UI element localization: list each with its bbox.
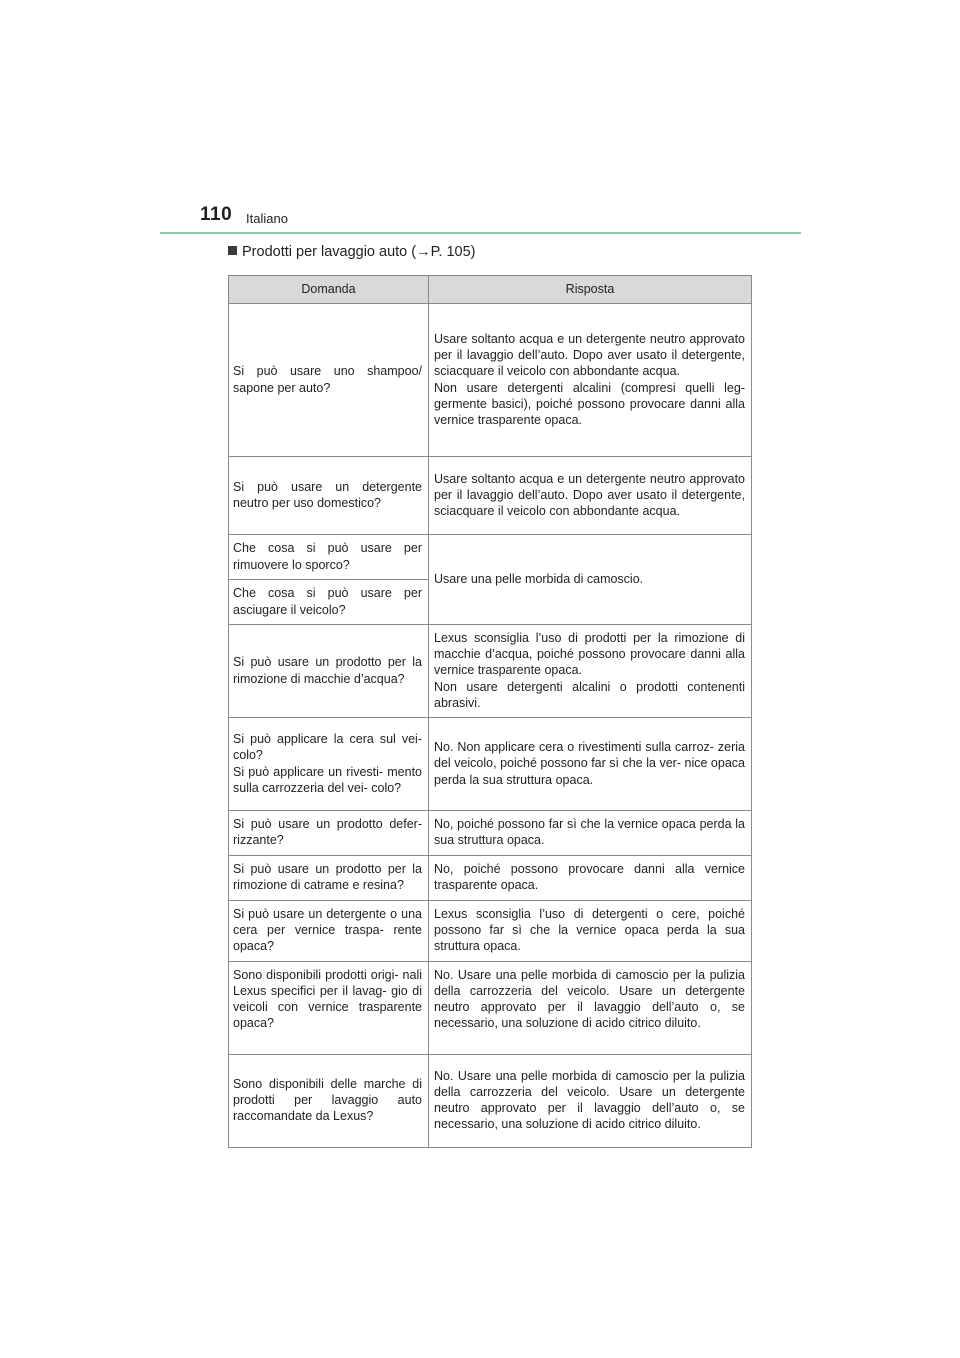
page-number: 110 <box>200 204 233 225</box>
question-cell: Si può usare un detergente neutro per uso domestico? <box>229 457 429 535</box>
section-page-ref[interactable]: P. 105) <box>430 244 476 260</box>
answer-cell: Usare una pelle morbida di camoscio. <box>429 535 752 625</box>
answer-cell: Usare soltanto acqua e un detergente neutro approvato per il lavaggio dell’auto. Dopo aver usato il detergente, sciacquare il veicolo con abbondante acqua. Non usare detergenti alcalini (compresi quelli leg- germente basici), poiché possono provocare danni alla vernice trasparente opaca. <box>429 304 752 457</box>
question-cell: Che cosa si può usare per rimuovere lo sporco? <box>229 535 429 580</box>
square-bullet-icon <box>228 246 237 255</box>
table-row <box>229 811 752 856</box>
answer-cell: Usare soltanto acqua e un detergente neutro approvato per il lavaggio dell’auto. Dopo aver usato il detergente, sciacquare il veicolo con abbondante acqua. <box>429 457 752 535</box>
answer-cell: No. Usare una pelle morbida di camoscio per la pulizia della carrozzeria del veicolo. Usare un detergente neutro approvato per il lavaggio dell’auto o, se necessario, una soluzione di acido citrico diluito. <box>429 961 752 1054</box>
table-row <box>229 304 752 457</box>
table-row <box>229 856 752 901</box>
question-cell: Si può usare uno shampoo/ sapone per auto? <box>229 304 429 457</box>
question-cell: Sono disponibili prodotti origi- nali Lexus specifici per il lavag- gio di veicoli con vernice trasparente opaca? <box>229 961 429 1054</box>
faq-table <box>228 275 752 1148</box>
table-row <box>229 718 752 811</box>
question-cell: Si può usare un prodotto per la rimozione di catrame e resina? <box>229 856 429 901</box>
column-header-answer: Risposta <box>429 276 752 304</box>
table-row <box>229 961 752 1054</box>
column-header-question: Domanda <box>229 276 429 304</box>
question-cell: Che cosa si può usare per asciugare il veicolo? <box>229 580 429 625</box>
table-row <box>229 901 752 962</box>
answer-cell: No. Non applicare cera o rivestimenti sulla carroz- zeria del veicolo, poiché possono far sì che la ver- nice opaca perda la sua struttura opaca. <box>429 718 752 811</box>
table-row <box>229 625 752 718</box>
question-cell: Sono disponibili delle marche di prodotti per lavaggio auto raccomandate da Lexus? <box>229 1054 429 1147</box>
question-cell: Si può usare un prodotto per la rimozione di macchie d’acqua? <box>229 625 429 718</box>
answer-cell: No, poiché possono far sì che la vernice opaca perda la sua struttura opaca. <box>429 811 752 856</box>
answer-cell: Lexus sconsiglia l’uso di detergenti o cere, poiché possono far sì che la vernice opaca perda la sua struttura opaca. <box>429 901 752 962</box>
header-divider <box>160 232 801 234</box>
table-row <box>229 535 752 580</box>
table-row <box>229 1054 752 1147</box>
question-cell: Si può applicare la cera sul vei- colo? Si può applicare un rivesti- mento sulla carrozzeria del vei- colo? <box>229 718 429 811</box>
question-cell: Si può usare un detergente o una cera per vernice traspa- rente opaca? <box>229 901 429 962</box>
answer-cell: No, poiché possono provocare danni alla vernice trasparente opaca. <box>429 856 752 901</box>
arrow-icon: → <box>416 244 431 260</box>
section-title: Prodotti per lavaggio auto ( <box>242 244 417 260</box>
answer-cell: No. Usare una pelle morbida di camoscio per la pulizia della carrozzeria del veicolo. Usare un detergente neutro approvato per il lavaggio dell’auto o, se necessario, una soluzione di acido citrico diluito. <box>429 1054 752 1147</box>
section-heading <box>228 244 476 260</box>
answer-cell: Lexus sconsiglia l’uso di prodotti per la rimozione di macchie d’acqua, poiché possono provocare danni alla vernice trasparente opaca. Non usare detergenti alcalini o prodotti contenenti abrasivi. <box>429 625 752 718</box>
question-cell: Si può usare un prodotto defer- rizzante? <box>229 811 429 856</box>
table-row <box>229 457 752 535</box>
language-label: Italiano <box>246 211 288 226</box>
table-header-row <box>229 276 752 304</box>
